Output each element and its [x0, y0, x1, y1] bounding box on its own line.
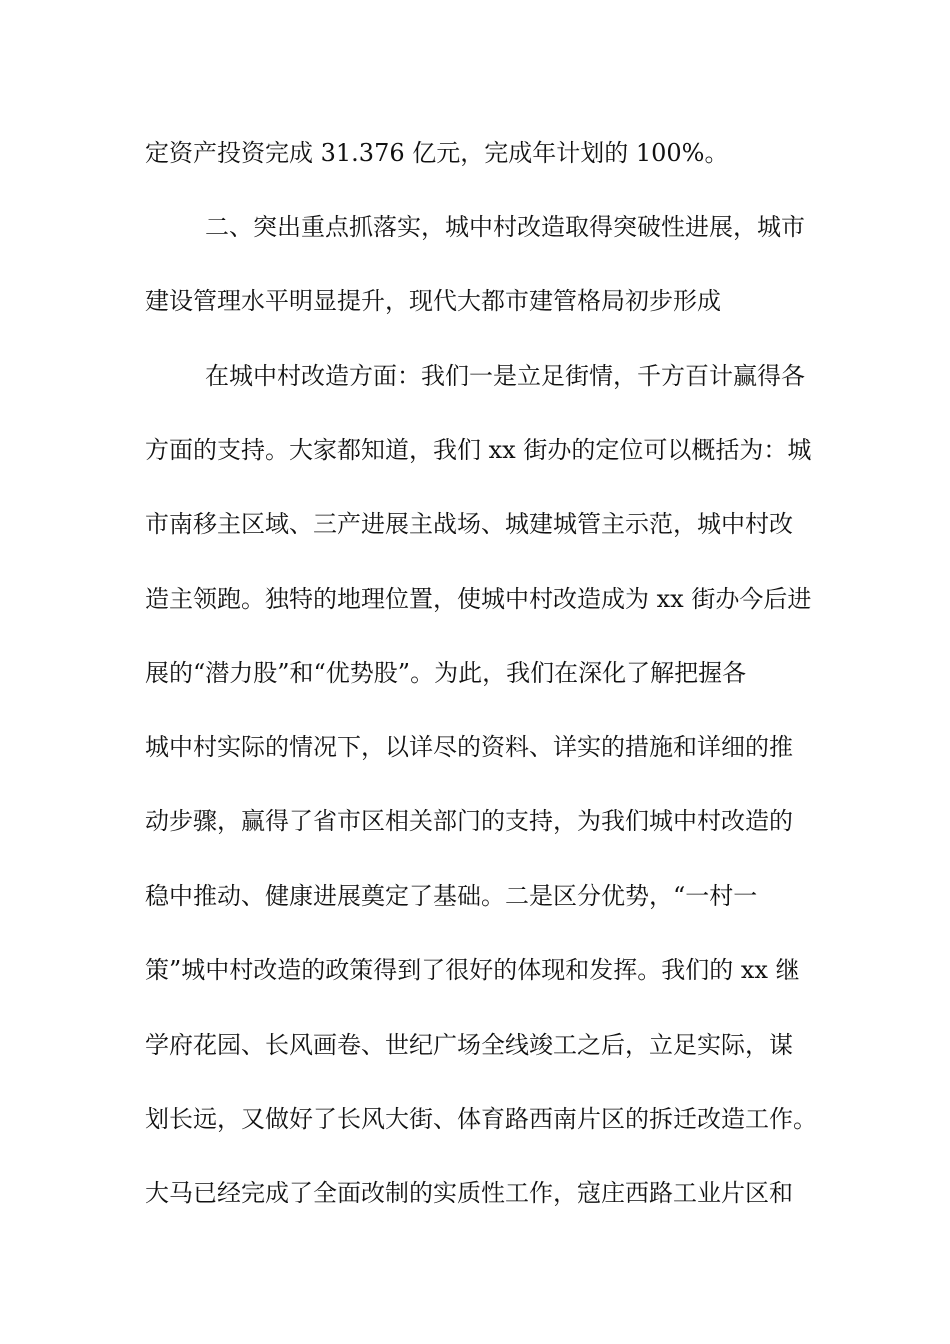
text-line: 定资产投资完成 31.376 亿元，完成年计划的 100%。 [145, 139, 729, 167]
text-line: 大马已经完成了全面改制的实质性工作，寇庄西路工业片区和 [145, 1179, 793, 1207]
text-line: 方面的支持。大家都知道，我们 xx 街办的定位可以概括为：城 [145, 436, 812, 464]
text-line: 策”城中村改造的政策得到了很好的体现和发挥。我们的 xx 继 [145, 956, 800, 984]
paragraph-first-line: 在城中村改造方面：我们一是立足街情，千方百计赢得各 [205, 362, 805, 390]
text-line: 造主领跑。独特的地理位置，使城中村改造成为 xx 街办今后进 [145, 585, 812, 613]
text-line: 展的“潜力股”和“优势股”。为此，我们在深化了解把握各 [145, 659, 747, 687]
section-heading-line: 二、突出重点抓落实，城中村改造取得突破性进展，城市 [205, 213, 805, 241]
text-line: 动步骤，赢得了省市区相关部门的支持，为我们城中村改造的 [145, 807, 793, 835]
text-line: 市南移主区域、三产进展主战场、城建城管主示范，城中村改 [145, 510, 793, 538]
section-heading-line: 建设管理水平明显提升，现代大都市建管格局初步形成 [145, 287, 721, 315]
text-line: 学府花园、长风画卷、世纪广场全线竣工之后，立足实际，谋 [145, 1031, 793, 1059]
text-line: 稳中推动、健康进展奠定了基础。二是区分优势，“一村一 [145, 882, 758, 910]
text-line: 城中村实际的情况下，以详尽的资料、详实的措施和详细的推 [145, 733, 793, 761]
text-line: 划长远，又做好了长风大街、体育路西南片区的拆迁改造工作。 [145, 1105, 817, 1133]
